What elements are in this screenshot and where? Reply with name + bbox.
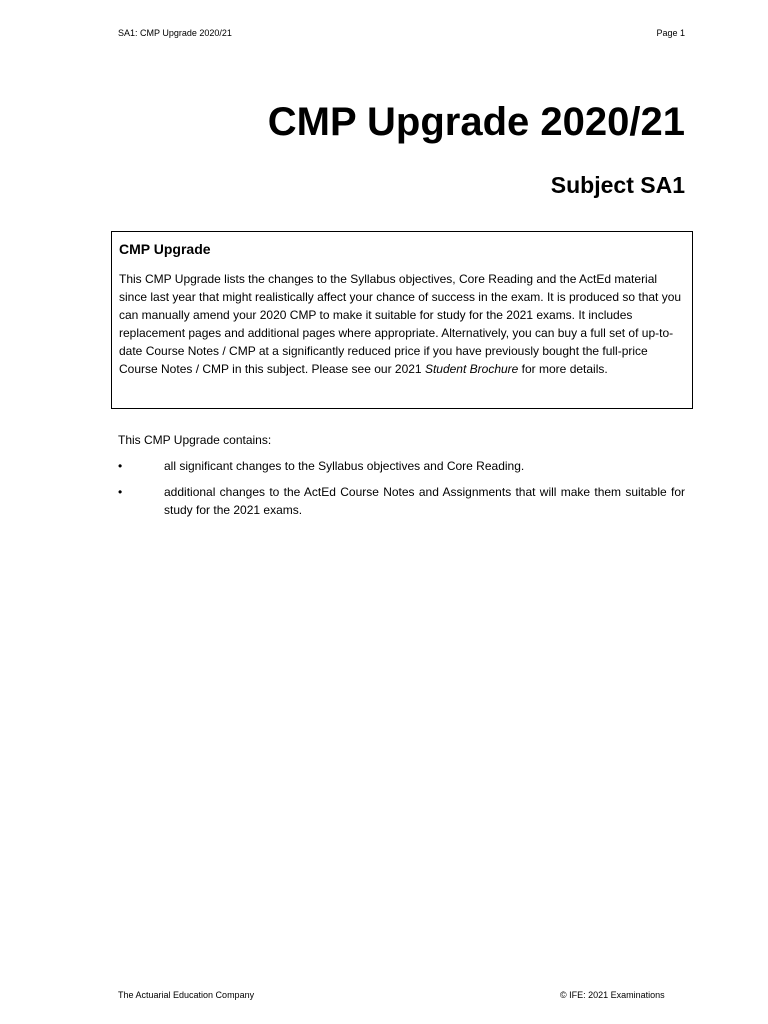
info-box	[111, 231, 693, 409]
info-box-heading: CMP Upgrade	[119, 241, 211, 257]
contents-intro: This CMP Upgrade contains:	[118, 433, 272, 447]
list-item-text: all significant changes to the Syllabus objectives and Core Reading.	[164, 459, 525, 473]
page-number: Page 1	[656, 28, 685, 38]
info-box-text-1: This CMP Upgrade lists the changes to the Syllabus objectives, Core Reading and the ActEd material since last year that might realistically affect your chance of success in the exam. It is produced so that you can manually amend your 2020 CMP to make it suitable for study for the 2021 exams. It includes replacement pages and additional pages where appropriate. Alternatively, you can buy a full set of up-to-date Course Notes / CMP at a significantly reduced price if you have previously bought the full-price Course Notes / CMP in this subject. Please see our 2021	[119, 272, 682, 376]
document-subtitle: Subject SA1	[550, 172, 685, 198]
bullet-icon: •	[118, 459, 123, 473]
info-box-italic-text: Student Brochure	[424, 362, 519, 376]
document-title: CMP Upgrade 2020/21	[267, 100, 685, 144]
list-item	[118, 457, 685, 475]
running-header-left: SA1: CMP Upgrade 2020/21	[118, 28, 232, 38]
info-box-body	[119, 270, 685, 378]
footer-company: The Actuarial Education Company	[118, 990, 255, 1000]
footer-copyright: © IFE: 2021 Examinations	[560, 990, 665, 1000]
bullet-icon: •	[118, 485, 123, 499]
info-box-text-2: for more details.	[518, 362, 608, 376]
contents-list	[118, 457, 685, 527]
list-item	[118, 483, 685, 519]
list-item-text: additional changes to the ActEd Course Notes and Assignments that will make them suitable for study for the 2021 exams.	[164, 485, 685, 517]
